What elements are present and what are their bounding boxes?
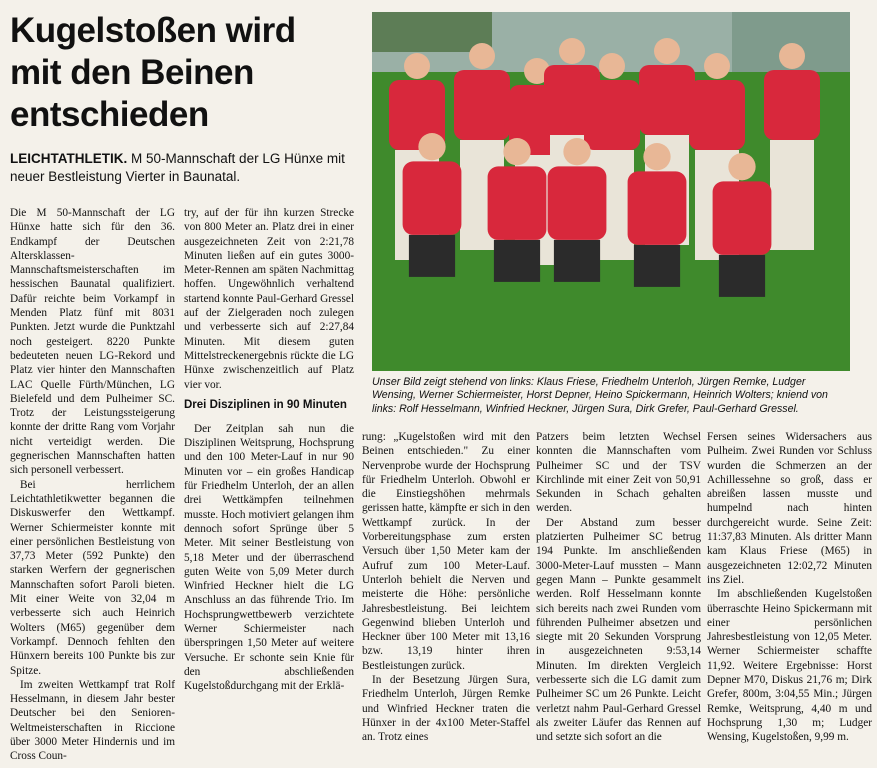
paragraph: Im abschließenden Kugelstoßen überraschte Heino Spickermann mit einer persönlichen Jahresbestleistung von 12,05 Meter. Werner Schiermeister schaffte 11,92. Weitere Ergebnisse: Horst Depner M70, Diskus 21,76 m; Dirk Grefer, 800m, 3:04,55 Min.; Jürgen Remke, Weitsprung, 4,40 m und Hochsprung 1,30 m; Ludger Wensing, Kugelstoßen, 9,99 m. — [707, 588, 872, 744]
article-column-4 — [536, 430, 701, 745]
paragraph: Der Abstand zum besser platzierten Pulheimer SC betrug 194 Punkte. Im anschließenden 3000-Meter-Lauf mussten – Mann gegen Mann – Punkte gesammelt werden. Rolf Hesselmann konnte sich bereits nach zwei Runden vom führenden Pulheimer absetzen und siegte mit 20 Sekunden Vorsprung in ausgezeichneten 9:53,14 Minuten. Im direkten Vergleich verbesserte sich die LG damit zum Pulheimer SC um 26 Punkte. Leicht verletzt nahm Paul-Gerhard Gressel als zweiter Läufer das Rennen auf und setzte sich sofort an die — [536, 516, 701, 744]
paragraph: Die M 50-Mannschaft der LG Hünxe hatte sich für den 36. Endkampf der Deutschen Altersklassen-Mannschaftsmeisterschaften im hessischen Baunatal qualifiziert. Dafür reichte beim Vorkampf in Menden Platz fünf mit 8031 Punkten. Jetzt wurde die Punktzahl noch gesteigert. 8220 Punkte bedeuteten neuen LG-Rekord und Platz vier hinter den Mannschaften LAC Quelle Fürth/München, LG Bielefeld und dem Pulheimer SC. Trotz der Leistungssteigerung konnte der dritte Rang vom Vorjahr nicht verteidigt werden. Die gegnerischen Mannschaften hatten sich personell verbessert. — [10, 207, 175, 477]
paragraph: In der Besetzung Jürgen Sura, Friedhelm Unterloh, Jürgen Remke und Winfried Heckner traten die Hünxer in der 4x100 Meter-Staffel an. Trotz eines — [362, 674, 530, 744]
team-photo-illustration — [372, 12, 850, 371]
paragraph: Der Zeitplan sah nun die Disziplinen Weitsprung, Hochsprung und den 100 Meter-Lauf in nur 90 Minuten vor – ein großes Handicap für Friedhelm Unterloh, der an allen drei Wettkämpfen teilnehmen musste. Hoch motiviert gelangen ihm dennoch sofort Sprünge über 5 Meter. Mit seiner Bestleistung von 5,18 Meter und der überraschend guten Weite von 5,09 Meter durch Winfried Heckner hielt die LG Anschluss an das führende Trio. Im Hochsprungwettbewerb verzichtete Werner Schiermeister nach überspringen 1,50 Meter auf weitere Versuche. Er schonte sein Knie für den abschließenden Kugelstoßdurchgang mit der Erklä- — [184, 422, 354, 693]
photo-caption: Unser Bild zeigt stehend von links: Klaus Friese, Friedhelm Unterloh, Jürgen Remke, Ludger Wensing, Werner Schiermeister, Horst Depner, Heino Spickermann, Heinrich Wolters; kniend von links: Rolf Hesselmann, Winfried Heckner, Jürgen Sura, Dirk Grefer, Paul-Gerhard Gressel. — [372, 376, 828, 415]
headline — [10, 10, 360, 136]
headline-line: Kugelstoßen wird — [10, 11, 296, 50]
headline-line: mit den Beinen — [10, 53, 254, 92]
article-column-3 — [362, 430, 530, 745]
paragraph: Bei herrlichem Leichtathletikwetter begannen die Diskuswerfer den Wettkampf. Werner Schiermeister konnte mit einer persönlichen Bestleistung von 37,73 Meter (592 Punkte) den starken Werfern der gegnerischen Mannschaften sofort Paroli bieten. Mit einer Weite von 32,04 m verbesserte sich auch Heinrich Wolters (M65) gegenüber dem Vorkampf. Dennoch fehlten den Hünxern bereits 100 Punkte bis zur Spitze. — [10, 478, 175, 677]
paragraph: Patzers beim letzten Wechsel konnten die Mannschaften vom Pulheimer SC und der TSV Kirchlinde mit einer Zeit von 50,91 Sekunden in Schach gehalten werden. — [536, 431, 701, 515]
paragraph: Im zweiten Wettkampf trat Rolf Hesselmann, in diesem Jahr bester Deutscher bei den Senioren-Weltmeisterschaften in Riccione über 3000 Meter Hindernis und im Cross Coun- — [10, 678, 175, 763]
headline-line: entschieden — [10, 95, 209, 134]
kicker-text: M 50-Mannschaft der LG Hünxe mit neuer Bestleistung Vierter in Baunatal. — [10, 151, 345, 184]
subheading: Drei Disziplinen in 90 Minuten — [184, 398, 347, 411]
team-member-figure — [764, 43, 820, 250]
paragraph: rung: „Kugelstoßen wird mit den Beinen entschieden." Zu einer Nervenprobe wurde der Hochsprung für Friedhelm Unterloh. Obwohl er die Einstiegshöhen mehrmals gerissen hatte, kämpfte er sich in den Wettkampf zurück. In der Vorbereitungsphase zum ersten Versuch über 1,50 Meter kam der Aufruf zum 100 Meter-Lauf. Unterloh behielt die Nerven und meisterte die Höhe: persönliche Jahresbestleistung. Bei leichtem Gegenwind blieben Unterloh und Heckner über 100 Meter mit 13,16 bzw. 13,19 hinter ihren Bestleistungen zurück. — [362, 431, 530, 672]
team-photo — [372, 12, 850, 371]
kicker-category: LEICHTATHLETIK. — [10, 151, 128, 166]
article-column-5 — [707, 430, 872, 745]
article-column-2 — [184, 206, 354, 694]
paragraph: try, auf der für ihn kurzen Strecke von 800 Meter an. Platz drei in einer ausgezeichneten Zeit von 2:21,78 Minuten ließen auf ein gutes 3000-Meter-Rennen am späten Nachmittag hoffen. Ungewöhnlich verhaltend startend konnte Paul-Gerhard Gressel auf der Zielgeraden noch zulegen und verbesserte sich auf 2:27,84 Minuten. Mit diesem guten Mittelstreckenergebnis rückte die LG Hünxe zwischenzeitlich auf Platz vier vor. — [184, 207, 354, 391]
kicker — [10, 150, 365, 186]
paragraph: Fersen seines Widersachers aus Pulheim. Zwei Runden vor Schluss wurden die Schmerzen an der Achillessehne so groß, dass er abreißen lassen musste und humpelnd nach hinten durchgereicht wurde. Seine Zeit: 11:37,83 Minuten. Als dritter Mann kam Klaus Friese (M65) in ausgezeichneten 12:02,72 Minuten ins Ziel. — [707, 431, 872, 586]
article-column-1 — [10, 206, 175, 764]
